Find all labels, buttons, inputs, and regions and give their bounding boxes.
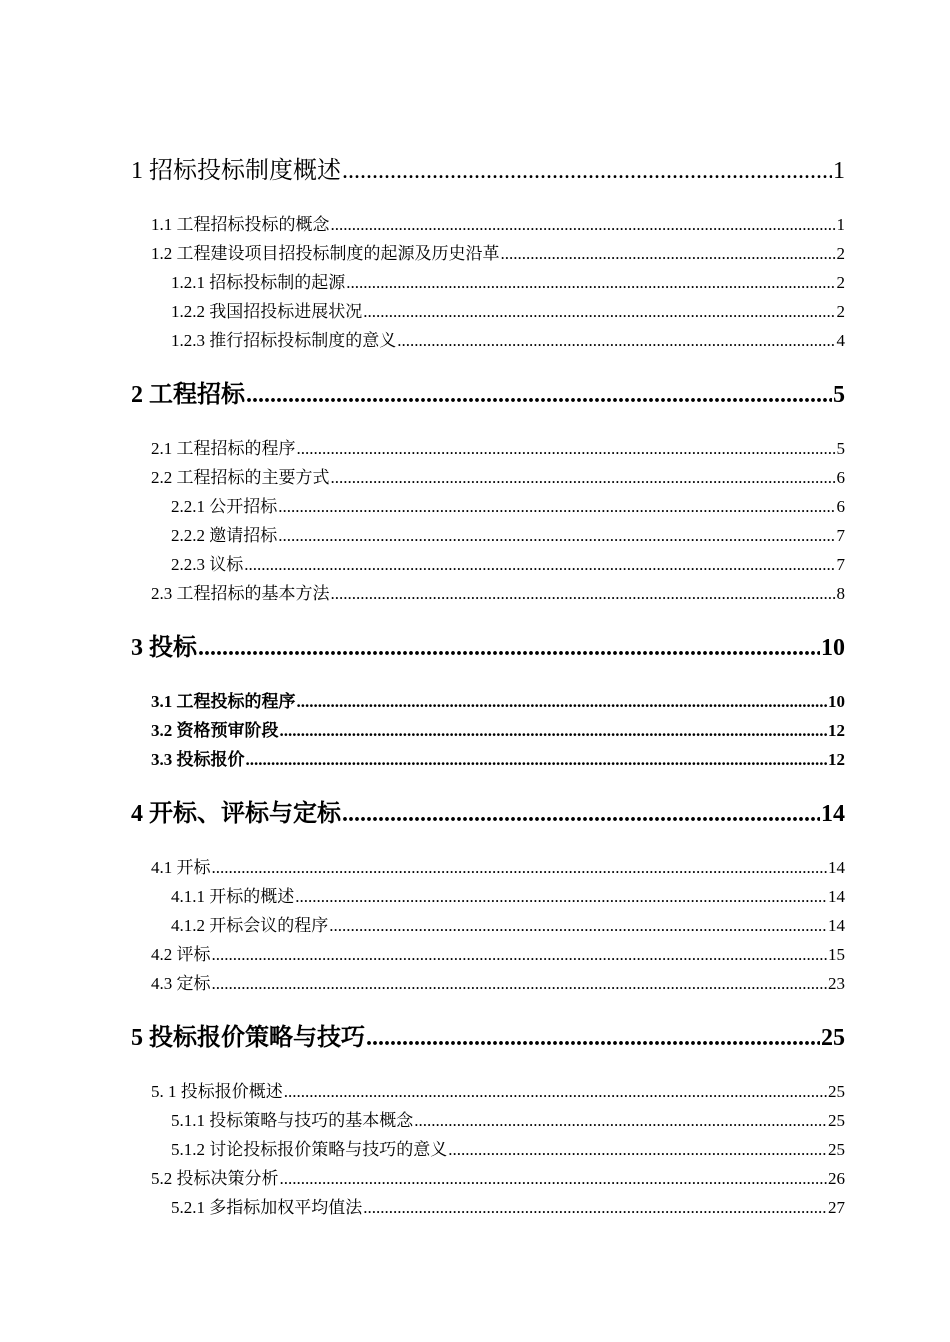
toc-entry-title: 4.1 开标 [151,858,211,877]
toc-entry-level3[interactable] [171,1106,845,1131]
toc-entry-title: 2.3 工程招标的基本方法 [151,584,330,603]
toc-entry-page-number: 7 [836,526,845,545]
toc-entry-page-number: 12 [828,721,845,740]
toc-entry-page-number: 6 [836,497,845,516]
toc-entry-level3[interactable] [171,326,845,351]
toc-entry-page-number: 27 [828,1198,845,1217]
toc-entry-level2[interactable] [151,1077,845,1102]
toc-entry-page-number: 14 [828,916,845,935]
toc-entry-title: 3.3 投标报价 [151,750,245,769]
toc-entry-page-number: 14 [828,887,845,906]
toc-entry-page-number: 2 [836,244,845,263]
dot-leader [363,302,835,322]
toc-entry-level2[interactable] [151,579,845,604]
dot-leader [414,1111,827,1131]
toc-entry-page-number: 2 [836,302,845,321]
toc-entry-level3[interactable] [171,1135,845,1160]
toc-entry-page-number: 23 [828,974,845,993]
toc-entry-level2[interactable] [151,1164,845,1189]
toc-entry-page-number: 5 [836,439,845,458]
toc-entry-page-number: 6 [836,468,845,487]
toc-entry-title: 5 投标报价策略与技巧 [131,1025,365,1051]
toc-entry-page-number: 12 [828,750,845,769]
toc-entry-title: 2.2.1 公开招标 [171,497,278,516]
dot-leader [297,439,836,459]
toc-entry-page-number: 1 [836,215,845,234]
toc-entry-title: 2.2.3 议标 [171,555,244,574]
toc-entry-page-number: 25 [828,1140,845,1159]
toc-entry-level3[interactable] [171,1193,845,1218]
toc-entry-title: 1.2.3 推行招标投标制度的意义 [171,331,397,350]
toc-entry-title: 3.2 资格预审阶段 [151,721,279,740]
dot-leader [198,635,820,662]
toc-entry-title: 5.1.2 讨论投标报价策略与技巧的意义 [171,1140,448,1159]
dot-leader [448,1140,827,1160]
toc-entry-level2[interactable] [151,716,845,741]
dot-leader [331,584,836,604]
toc-entry-page-number: 25 [821,1025,845,1051]
toc-entry-title: 3 投标 [131,635,197,661]
toc-entry-title: 1.2 工程建设项目招投标制度的起源及历史沿革 [151,244,500,263]
toc-entry-page-number: 25 [828,1111,845,1130]
toc-entry-title: 5.1.1 投标策略与技巧的基本概念 [171,1111,414,1130]
toc-entry-level2[interactable] [151,434,845,459]
toc-entry-title: 2.1 工程招标的程序 [151,439,296,458]
toc-entry-level3[interactable] [171,911,845,936]
toc-entry-level1[interactable] [131,1017,845,1052]
dot-leader [366,1025,820,1052]
toc-entry-title: 4.3 定标 [151,974,211,993]
toc-entry-page-number: 4 [836,331,845,350]
toc-entry-page-number: 10 [821,635,845,661]
toc-entry-level2[interactable] [151,969,845,994]
dot-leader [212,945,828,965]
dot-leader [212,974,828,994]
dot-leader [280,1169,828,1189]
toc-entry-title: 1.2.1 招标投标制的起源 [171,273,346,292]
dot-leader [280,721,828,741]
toc-entry-level3[interactable] [171,492,845,517]
toc-entry-page-number: 25 [828,1082,845,1101]
toc-entry-page-number: 14 [828,858,845,877]
dot-leader [244,555,835,575]
toc-entry-level2[interactable] [151,210,845,235]
toc-entry-level2[interactable] [151,940,845,965]
dot-leader [331,468,836,488]
toc-entry-page-number: 26 [828,1169,845,1188]
dot-leader [501,244,836,264]
toc-entry-level2[interactable] [151,687,845,712]
dot-leader [284,1082,827,1102]
toc-entry-level3[interactable] [171,297,845,322]
toc-entry-page-number: 14 [821,801,845,827]
toc-entry-page-number: 5 [833,382,845,408]
toc-entry-page-number: 2 [836,273,845,292]
dot-leader [342,801,820,828]
toc-entry-level2[interactable] [151,239,845,264]
toc-entry-title: 5.2.1 多指标加权平均值法 [171,1198,363,1217]
dot-leader [246,382,832,409]
toc-entry-level1[interactable] [131,150,845,185]
toc-entry-level2[interactable] [151,463,845,488]
toc-entry-page-number: 1 [833,158,845,184]
toc-entry-page-number: 15 [828,945,845,964]
dot-leader [246,750,828,770]
toc-entry-title: 4 开标、评标与定标 [131,801,341,827]
dot-leader [346,273,835,293]
dot-leader [329,916,827,936]
dot-leader [212,858,828,878]
dot-leader [397,331,835,351]
toc-entry-page-number: 10 [828,692,845,711]
toc-entry-title: 4.1.2 开标会议的程序 [171,916,329,935]
toc-entry-level2[interactable] [151,745,845,770]
toc-entry-title: 5.2 投标决策分析 [151,1169,279,1188]
dot-leader [297,692,828,712]
toc-entry-title: 1.2.2 我国招投标进展状况 [171,302,363,321]
toc-entry-title: 1 招标投标制度概述 [131,158,341,184]
toc-entry-title: 2 工程招标 [131,382,245,408]
toc-entry-title: 4.2 评标 [151,945,211,964]
dot-leader [342,158,832,185]
toc-entry-title: 5. 1 投标报价概述 [151,1082,283,1101]
toc-entry-title: 3.1 工程投标的程序 [151,692,296,711]
dot-leader [278,526,835,546]
toc-entry-title: 2.2 工程招标的主要方式 [151,468,330,487]
toc-entry-page-number: 7 [836,555,845,574]
dot-leader [331,215,836,235]
toc-entry-level1[interactable] [131,793,845,828]
toc-entry-level2[interactable] [151,853,845,878]
dot-leader [278,497,835,517]
toc-entry-title: 4.1.1 开标的概述 [171,887,295,906]
toc-entry-level3[interactable] [171,521,845,546]
toc-entry-page-number: 8 [836,584,845,603]
dot-leader [363,1198,827,1218]
toc-entry-level1[interactable] [131,374,845,409]
toc-entry-level3[interactable] [171,550,845,575]
toc-entry-level3[interactable] [171,882,845,907]
toc-entry-title: 2.2.2 邀请招标 [171,526,278,545]
toc-entry-title: 1.1 工程招标投标的概念 [151,215,330,234]
toc-entry-level1[interactable] [131,627,845,662]
toc-entry-level3[interactable] [171,268,845,293]
dot-leader [295,887,827,907]
